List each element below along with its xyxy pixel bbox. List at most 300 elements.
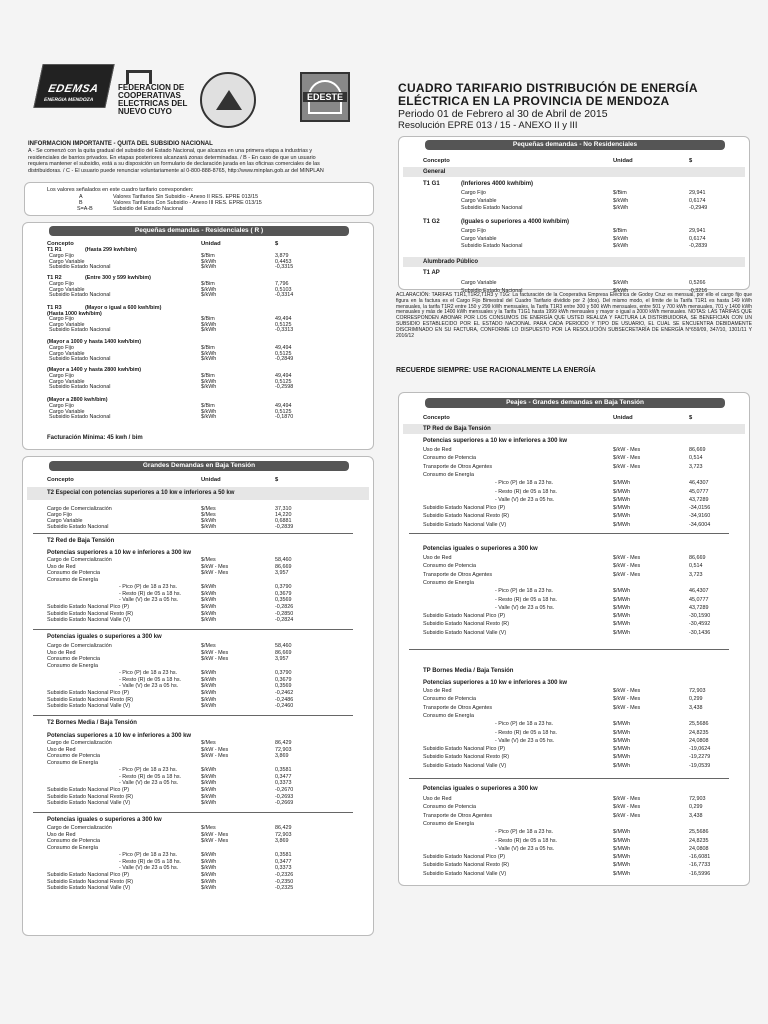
table-row-value: 0,299 [689, 696, 703, 703]
table-row-label: Consumo de Energía [423, 820, 474, 827]
table-row-unit: $/Bim [613, 190, 627, 196]
table-row-unit: $/kWh [201, 780, 217, 787]
table-row-label: Uso de Red [47, 746, 76, 753]
table-row-unit: $/MWh [613, 604, 631, 611]
table-row-label: Cargo Fijo [461, 228, 486, 234]
table-row-label: Subsidio Estado Nacional Valle (V) [423, 762, 507, 769]
table-row-label: Subsidio Estado Nacional Pico (P) [423, 854, 506, 861]
table-row-label: - Pico (P) de 18 a 23 hs. [495, 480, 554, 487]
table-row-label: - Pico (P) de 18 a 23 hs. [119, 583, 178, 590]
table-row-label: - Valle (V) de 23 a 05 hs. [495, 496, 555, 503]
table-row-label: Subsidio Estado Nacional Resto (R) [47, 696, 133, 703]
table-row-unit: $/kWh [201, 327, 217, 334]
table-row-unit: $/kWh [201, 885, 217, 892]
peajes-col-value: $ [689, 415, 693, 421]
table-row-value: -0,3315 [275, 264, 294, 271]
table-row-label: Consumo de Energía [47, 577, 98, 584]
peajes-col-concept: Concepto [423, 415, 450, 421]
table-row-unit: $/kWh [201, 878, 217, 885]
table-row-label: - Pico (P) de 18 a 23 hs. [119, 669, 178, 676]
table-row-value: -30,1436 [689, 629, 711, 636]
table-row-label: Transporte de Otros Agentes [423, 463, 493, 470]
table-row-value: 43,7289 [689, 496, 709, 503]
edemsa-logo-text: EDEMSA [47, 83, 100, 95]
legend-title: Los valores señalados en este cuadro tarifario corresponden: [47, 187, 194, 193]
table-row-label: - Pico (P) de 18 a 23 hs. [119, 766, 178, 773]
table-row-label: Subsidio Estado Nacional Valle (V) [423, 629, 507, 636]
table-row-label: Subsidio Estado Nacional Valle (V) [47, 885, 131, 892]
table-row-value: -0,2350 [275, 878, 294, 885]
table-row-unit: $/MWh [613, 596, 631, 603]
table-row-value: -0,2849 [275, 356, 294, 363]
table-row-unit: $/kWh [201, 378, 217, 385]
table-row-value: 0,299 [689, 804, 703, 811]
edemsa-logo-subtext: ENERGIA MENDOZA [43, 97, 94, 103]
tariff-title: (Mayor a 1400 y hasta 2800 kwh/bim) [47, 367, 142, 373]
table-row-label: Subsidio Estado Nacional Resto (R) [423, 862, 509, 869]
table-row-unit: $/kW - Mes [201, 570, 229, 577]
table-row-label: Subsidio Estado Nacional [49, 327, 111, 334]
table-row-value: 0,3679 [275, 590, 292, 597]
table-row-label: Cargo Fijo [461, 190, 486, 196]
table-row-value: 3,723 [689, 571, 703, 578]
nr-col-unit: Unidad [613, 158, 633, 164]
info-line-3: requiera mantener el subsidio, está a su disposición un formulario de declaración jurada en las oficinas comerciales de las [28, 161, 320, 167]
federacion-line-2: COOPERATIVAS [118, 91, 181, 100]
table-row-label: - Resto (R) de 05 a 18 hs. [495, 729, 558, 736]
table-row-label: Consumo de Potencia [47, 753, 101, 760]
table-row-value: 49,494 [275, 345, 292, 351]
table-row-value: 24,8235 [689, 837, 709, 844]
table-row-unit: $/kW - Mes [201, 753, 229, 760]
tp-bornes-title: TP Bornes Media / Baja Tensión [423, 668, 514, 674]
table-row-unit: $/kWh [201, 858, 217, 865]
table-row-value: 24,0808 [689, 737, 709, 744]
table-row-label: Transporte de Otros Agentes [423, 812, 493, 819]
table-row-value: 0,3581 [275, 851, 292, 858]
divider [409, 649, 729, 650]
table-row-value: 72,903 [689, 688, 706, 694]
table-row-value: -0,2669 [275, 800, 294, 807]
tariff-title: (Entre 300 y 599 kwh/bim) [85, 275, 151, 281]
federacion-line-4: NUEVO CUYO [118, 107, 172, 116]
tariff-title: (Mayor a 2800 kwh/bim) [47, 397, 108, 403]
table-row-label: Subsidio Estado Nacional [49, 264, 111, 271]
table-row-unit: $/MWh [613, 721, 631, 728]
table-row-value: -0,2598 [275, 384, 294, 391]
table-row-unit: $/kWh [201, 696, 217, 703]
table-row-value: 25,5686 [689, 721, 709, 728]
remember-note: RECUERDE SIEMPRE: USE RACIONALMENTE LA ENERGÍA [396, 367, 596, 374]
table-row-unit: $/MWh [613, 621, 631, 628]
table-row-value: 46,4307 [689, 480, 709, 487]
page-title-line-1: CUADRO TARIFARIO DISTRIBUCIÓN DE ENERGÍA [398, 81, 698, 95]
g2-code: T1 G2 [423, 219, 440, 225]
p2-title: Potencias iguales o superiores a 300 kw [423, 546, 538, 552]
table-row-value: 86,669 [275, 563, 292, 570]
table-row-unit: $/MWh [613, 588, 631, 595]
table-row-unit: $/kWh [201, 683, 217, 690]
table-row-unit: $/MWh [613, 480, 631, 487]
table-row-label: Cargo Variable [461, 280, 497, 286]
table-row-label: Consumo de Potencia [423, 696, 477, 703]
table-row-unit: $/MWh [613, 746, 631, 753]
table-row-label: Consumo de Potencia [47, 570, 101, 577]
table-row-unit: $/kW - Mes [201, 831, 229, 838]
table-row-unit: $/MWh [613, 505, 631, 512]
tolls-section [398, 392, 750, 886]
page-title-line-2: ELÉCTRICA EN LA PROVINCIA DE MENDOZA [398, 94, 670, 108]
table-row-value: 29,941 [689, 190, 706, 196]
gd-col-unit: Unidad [201, 477, 221, 483]
large-demand-bar: Grandes Demandas en Baja Tensión [49, 461, 349, 471]
table-row-unit: $/Bim [201, 253, 215, 259]
bm-sub1-title: Potencias superiores a 10 kw e inferiores a 300 kw [47, 733, 192, 739]
table-row-label: Subsidio Estado Nacional Resto (R) [423, 754, 509, 761]
table-row-unit: $/kWh [201, 597, 217, 604]
table-row-value: 49,494 [275, 403, 292, 409]
table-row-label: Subsidio Estado Nacional Pico (P) [47, 689, 130, 696]
table-row-value: 0,3581 [275, 766, 292, 773]
edeste-logo [300, 72, 350, 122]
table-row-value: 0,514 [689, 563, 703, 570]
table-row-value: 45,0777 [689, 596, 709, 603]
table-row-value: 24,0808 [689, 845, 709, 852]
table-row-unit: $/kWh [201, 786, 217, 793]
table-row-label: Cargo de Comercialización [47, 825, 112, 831]
table-row-label: Subsidio Estado Nacional Pico (P) [47, 786, 130, 793]
table-row-value: 49,494 [275, 316, 292, 322]
table-row-label: Uso de Red [423, 796, 452, 802]
table-row-value: 72,903 [275, 746, 292, 753]
table-row-unit: $/kW - Mes [613, 555, 641, 561]
table-row-label: Cargo Variable [47, 518, 83, 524]
table-row-value: 7,796 [275, 281, 289, 287]
table-row-value: -0,3313 [275, 327, 294, 334]
table-row-unit: $/kWh [201, 258, 217, 265]
table-row-value: 0,3477 [275, 773, 292, 780]
table-row-label: - Pico (P) de 18 a 23 hs. [119, 851, 178, 858]
table-row-label: Subsidio Estado Nacional Resto (R) [423, 621, 509, 628]
table-row-label: - Resto (R) de 05 a 18 hs. [495, 837, 558, 844]
table-row-label: Cargo Variable [49, 408, 85, 415]
table-row-unit: $/kW - Mes [613, 463, 641, 470]
table-row-value: -19,0539 [689, 762, 711, 769]
table-row-label: Subsidio Estado Nacional Resto (R) [47, 878, 133, 885]
table-row-unit: $/kW - Mes [201, 746, 229, 753]
table-row-value: -16,5996 [689, 870, 711, 877]
table-row-label: Subsidio Estado Nacional [47, 524, 109, 530]
p4-title: Potencias iguales o superiores a 300 kw [423, 786, 538, 792]
p1-title: Potencias superiores a 10 kw e inferiores a 300 kw [423, 438, 568, 444]
table-row-label: Subsidio Estado Nacional [49, 292, 111, 299]
legend-code-s: S=A-B [77, 206, 93, 212]
table-row-value: -34,6004 [689, 521, 711, 528]
table-row-value: -0,1870 [275, 414, 294, 421]
table-row-unit: $/kWh [201, 603, 217, 610]
table-row-value: -30,4592 [689, 621, 711, 628]
table-row-unit: $/kWh [201, 766, 217, 773]
table-row-value: 0,6174 [689, 197, 706, 204]
table-row-label: - Resto (R) de 05 a 18 hs. [119, 858, 182, 865]
table-row-label: Subsidio Estado Nacional Valle (V) [423, 870, 507, 877]
res-col-concept: Concepto [47, 241, 74, 247]
t2-bornes-title: T2 Bornes Media / Baja Tensión [47, 720, 137, 726]
resolution: Resolución EPRE 013 / 15 - ANEXO II y III [398, 120, 578, 131]
table-row-value: -0,2460 [275, 703, 294, 710]
table-row-unit: $/MWh [613, 754, 631, 761]
table-row-unit: $/kWh [201, 264, 217, 271]
table-row-label: Subsidio Estado Nacional [49, 384, 111, 391]
table-row-value: 0,3569 [275, 683, 292, 690]
table-row-label: Subsidio Estado Nacional Pico (P) [47, 603, 130, 610]
table-row-label: Uso de Red [423, 447, 452, 453]
table-row-unit: $/kWh [201, 773, 217, 780]
table-row-label: Subsidio Estado Nacional Valle (V) [47, 617, 131, 624]
table-row-unit: $/kWh [201, 676, 217, 683]
clarification-note: ACLARACIÓN: TARIFAS T1R1,T1R2,T1R3 y T1G: La facturación de la Cooperativa Empresa Eléctrica de Godoy Cruz es mensual, por ello el cargo fijo que figura en la factura es el Cargo Fijo Bimestral del Cuadro Tarifario dividido por 2 (dos). Del mismo modo, el límite de la Tarifa T1R1 es hasta 149 kWh mensuales, la tarifa T1R2 entre 150 y 299 kWh mensuales, la Tarifa T1R3 entre 300 y 500 kWh mensuales, entre 501 y 700 kWh mensuales, 701 y 1400 kWh mensuales y más de 1400 kWh mensuales y la Tarifa T1G1 hasta 1999 kWh mensuales y mayor o igual a 2000 kWh mensuales. NOTAS: LAS TARIFAS QUE CORRESPONDEN ABONAR POR LOS CONSUMOS DE ENERGÍA QUE USTED REALIZA Y FACTURA LA DISTRIBUIDORA, SE BENEFICIAN CON UN SUBSIDIO ESTABLECIDO POR EL ESTADO NACIONAL PARA CADA PERIODO Y TIPO DE USUARIO, EL CUAL SE ENCUENTRA DEBIDAMENTE DISCRIMINADO EN SU FACTURA, CONFORME LO DISPUESTO POR LA RESOLUCIÓN SUBSECRETARÍA DE ENERGÍA N°659/09, 347/10, 1301/11 Y 2016/12 [396, 292, 752, 339]
federacion-line-3: ELECTRICAS DEL [118, 99, 188, 108]
table-row-label: Cargo Variable [49, 258, 85, 265]
table-row-label: Consumo de Potencia [423, 563, 477, 570]
residential-section [22, 222, 374, 450]
table-row-value: 0,5125 [275, 408, 292, 415]
table-row-unit: $/kWh [201, 800, 217, 807]
res-col-value: $ [275, 241, 279, 247]
table-row-unit: $/MWh [613, 862, 631, 869]
table-row-label: Subsidio Estado Nacional [461, 287, 523, 294]
table-row-unit: $/Bim [201, 403, 215, 409]
table-row-label: Cargo Variable [461, 197, 497, 204]
red-sub1-title: Potencias superiores a 10 kw e inferiores a 300 kw [47, 550, 192, 556]
tariff-title: (Mayor o igual a 600 kwh/bim) [85, 305, 162, 311]
table-row-value: 0,3373 [275, 780, 292, 787]
table-row-label: Consumo de Energía [423, 579, 474, 586]
table-row-unit: $/MWh [613, 837, 631, 844]
table-row-unit: $/kWh [201, 865, 217, 872]
table-row-unit: $/kWh [201, 583, 217, 590]
table-row-value: 45,0777 [689, 488, 709, 495]
table-row-unit: $/kWh [201, 408, 217, 415]
table-row-unit: $/kWh [201, 703, 217, 710]
large-demand-section [22, 456, 374, 936]
table-row-label: Cargo Fijo [49, 253, 74, 259]
table-row-value: 46,4307 [689, 588, 709, 595]
table-row-label: Subsidio Estado Nacional Valle (V) [423, 521, 507, 528]
table-row-unit: $/Mes [201, 825, 216, 831]
table-row-unit: $/kWh [201, 689, 217, 696]
table-row-unit: $/kWh [201, 414, 217, 421]
table-row-value: 0,5103 [275, 286, 292, 293]
table-row-value: 24,8235 [689, 729, 709, 736]
minimum-billing: Facturación Mínima: 45 kwh / bim [47, 435, 143, 441]
legend-desc-b: Valores Tarifarios Con Subsidio - Anexo III RES. EPRE 013/15 [113, 200, 262, 206]
table-row-value: 14,220 [275, 512, 292, 518]
period: Periodo 01 de Febrero al 30 de Abril de 2015 [398, 108, 608, 120]
gd-col-value: $ [275, 477, 279, 483]
g1-code: T1 G1 [423, 181, 440, 187]
table-row-value: -0,2462 [275, 689, 294, 696]
table-row-label: Uso de Red [47, 563, 76, 570]
table-row-value: 3,869 [275, 838, 289, 845]
cooperative-seal-icon [200, 72, 256, 128]
divider [33, 812, 353, 813]
table-row-value: 86,669 [275, 649, 292, 656]
table-row-value: 86,669 [689, 447, 706, 453]
table-row-label: Subsidio Estado Nacional Resto (R) [47, 610, 133, 617]
table-row-unit: $/Bim [201, 373, 215, 379]
table-row-unit: $/kW - Mes [613, 455, 641, 462]
table-row-value: 0,5125 [275, 378, 292, 385]
info-line-2: residenciales de barrios privados. En etapas posteriores alcanzará zonas determinadas. / B - En caso de que un usuario [28, 154, 316, 161]
federacion-line-1: FEDERACION DE [118, 83, 185, 92]
table-row-label: Cargo de Comercialización [47, 643, 112, 649]
table-row-value: -16,6081 [689, 854, 711, 861]
res-col-unit: Unidad [201, 241, 221, 247]
table-row-value: 3,723 [689, 463, 703, 470]
table-row-label: Subsidio Estado Nacional Valle (V) [47, 800, 131, 807]
table-row-value: 72,903 [689, 796, 706, 802]
table-row-label: Subsidio Estado Nacional Pico (P) [423, 613, 506, 620]
table-row-value: 0,3790 [275, 669, 292, 676]
table-row-label: Cargo Fijo [49, 316, 74, 322]
table-row-value: 0,5125 [275, 350, 292, 357]
table-row-value: 37,310 [275, 506, 292, 512]
table-row-label: - Resto (R) de 05 a 18 hs. [119, 590, 182, 597]
table-row-unit: $/Bim [201, 316, 215, 322]
residential-bar: Pequeñas demandas - Residenciales ( R ) [49, 226, 349, 236]
table-row-unit: $/MWh [613, 845, 631, 852]
table-row-label: - Resto (R) de 05 a 18 hs. [495, 488, 558, 495]
table-row-unit: $/MWh [613, 613, 631, 620]
table-row-label: Uso de Red [47, 831, 76, 838]
table-row-label: Cargo Variable [461, 235, 497, 242]
peajes-col-unit: Unidad [613, 415, 633, 421]
table-row-unit: $/Bim [201, 345, 215, 351]
table-row-value: 49,494 [275, 373, 292, 379]
table-row-label: - Resto (R) de 05 a 18 hs. [495, 596, 558, 603]
table-row-value: 0,5125 [275, 321, 292, 328]
info-line-4: distribuidoras. / C - El usuario puede renunciar voluntariamente al 0-800-888-8765, http://www.minplan.gob.ar del MINPLAN [28, 167, 324, 174]
nr-col-concept: Concepto [423, 158, 450, 164]
table-row-unit: $/MWh [613, 496, 631, 503]
divider [409, 778, 729, 779]
table-row-value: 0,5266 [689, 280, 706, 286]
table-row-label: Subsidio Estado Nacional [461, 243, 523, 249]
table-row-unit: $/MWh [613, 870, 631, 877]
table-row-unit: $/kW - Mes [613, 704, 641, 711]
legend-code-b: B [79, 200, 83, 206]
table-row-label: Cargo Fijo [47, 512, 72, 518]
table-row-value: -0,2486 [275, 696, 294, 703]
table-row-value: -0,3216 [689, 287, 708, 294]
legend-box [24, 182, 374, 216]
table-row-label: Cargo de Comercialización [47, 740, 112, 746]
table-row-label: Subsidio Estado Nacional Pico (P) [423, 505, 506, 512]
table-row-unit: $/MWh [613, 829, 631, 836]
general-title: General [423, 169, 446, 175]
table-row-label: - Valle (V) de 23 a 05 hs. [119, 597, 179, 604]
tolls-bar: Peajes - Grandes demandas en Baja Tensión [425, 398, 725, 408]
table-row-value: 0,3790 [275, 583, 292, 590]
table-row-unit: $/kWh [201, 610, 217, 617]
table-row-label: Subsidio Estado Nacional Resto (R) [423, 513, 509, 520]
info-line-1: A - Se comenzó con la quita gradual del subsidio del Estado Nacional, que alcanza en una primera etapa a industrias y [28, 148, 313, 154]
table-row-unit: $/kWh [201, 321, 217, 328]
table-row-value: 0,6174 [689, 235, 706, 242]
table-row-label: Cargo Fijo [49, 403, 74, 409]
table-row-value: 86,669 [689, 555, 706, 561]
gd-col-concept: Concepto [47, 477, 74, 483]
table-row-label: - Valle (V) de 23 a 05 hs. [119, 683, 179, 690]
table-row-label: Uso de Red [47, 649, 76, 656]
table-row-unit: $/Mes [201, 643, 216, 649]
table-row-label: Cargo Variable [49, 321, 85, 328]
table-row-value: 58,460 [275, 643, 292, 649]
table-row-unit: $/kW - Mes [613, 688, 641, 694]
table-row-value: 3,869 [275, 753, 289, 760]
table-row-value: -0,2824 [275, 617, 294, 624]
table-row-unit: $/kWh [613, 197, 629, 204]
table-row-label: Subsidio Estado Nacional [461, 205, 523, 211]
table-row-label: Subsidio Estado Nacional Pico (P) [423, 746, 506, 753]
divider [33, 533, 353, 534]
table-row-unit: $/MWh [613, 762, 631, 769]
table-row-value: 29,941 [689, 228, 706, 234]
table-row-label: Uso de Red [423, 555, 452, 561]
table-row-label: Cargo de Comercialización [47, 506, 112, 512]
table-row-label: - Valle (V) de 23 a 05 hs. [495, 737, 555, 744]
edeste-logo-text: EDESTE [303, 92, 347, 102]
table-row-unit: $/Mes [201, 512, 216, 518]
table-row-label: Transporte de Otros Agentes [423, 704, 493, 711]
table-row-label: Transporte de Otros Agentes [423, 571, 493, 578]
table-row-value: 86,429 [275, 825, 292, 831]
table-row-value: 0,6881 [275, 518, 292, 524]
tariff-code: T1 R3 [47, 305, 62, 311]
non-residential-section [398, 136, 750, 294]
table-row-label: Consumo de Energía [423, 471, 474, 478]
table-row-label: Consumo de Potencia [423, 804, 477, 811]
table-row-value: 25,5686 [689, 829, 709, 836]
table-row-unit: $/kWh [201, 851, 217, 858]
table-row-unit: $/kWh [201, 356, 217, 363]
table-row-unit: $/kW - Mes [613, 812, 641, 819]
table-row-label: - Pico (P) de 18 a 23 hs. [495, 829, 554, 836]
divider [33, 715, 353, 716]
table-row-value: 0,514 [689, 455, 703, 462]
table-row-label: Cargo de Comercialización [47, 557, 112, 563]
table-row-value: 3,957 [275, 656, 289, 663]
table-row-value: 86,429 [275, 740, 292, 746]
general-band [403, 167, 745, 177]
table-row-value: -34,0156 [689, 505, 711, 512]
table-row-value: -16,7733 [689, 862, 711, 869]
table-row-unit: $/kWh [201, 518, 217, 524]
table-row-unit: $/kW - Mes [201, 563, 229, 570]
table-row-unit: $/kW - Mes [613, 571, 641, 578]
table-row-unit: $/kWh [201, 617, 217, 624]
table-row-unit: $/kW - Mes [201, 838, 229, 845]
table-row-value: -0,2826 [275, 603, 294, 610]
table-row-label: Consumo de Potencia [47, 656, 101, 663]
table-row-value: -0,2850 [275, 610, 294, 617]
table-row-label: Consumo de Energía [47, 845, 98, 852]
table-row-unit: $/kWh [201, 524, 217, 530]
tariff-title: (Hasta 299 kwh/bim) [85, 247, 137, 253]
table-row-unit: $/kWh [201, 384, 217, 391]
table-row-label: Cargo Fijo [49, 373, 74, 379]
